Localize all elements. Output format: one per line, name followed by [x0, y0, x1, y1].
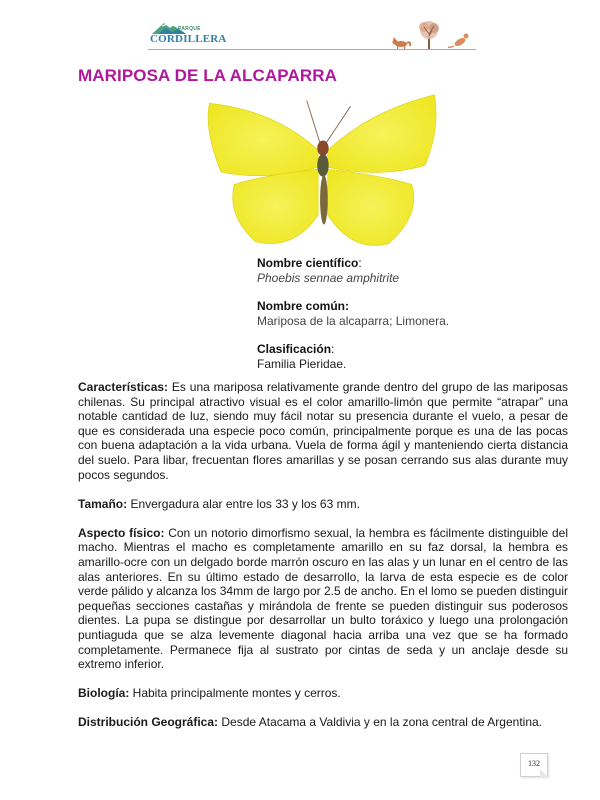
aspecto-text: Con un notorio dimorfismo sexual, la hembra es fácilmente distinguible del macho. Mientras el macho es completamente amarillo en su faz dorsal, la hembra es amarillo-ocre con un delgado borde marrón oscuro en las alas y un lunar en el centro de las alas anteriores. En su último estado de desarrollo, la larva de esta especie es de color verde pálido y alcanza los 34mm de largo por 2.5 de ancho. En el lomo se pueden distinguir pequeñas secciones castañas y mirándola de frente se pueden distinguir sus poderosos dientes. La pupa se distingue por desarrollar un bulto toráxico y luego una prolongación puntiaguda que se alza levemente diagonal hacia arriba una vez que se ha formado completamente. Permanece fija al sustrato por cintas de seda y un anclaje desde su extremo inferior.	[78, 525, 569, 672]
section-aspecto	[78, 526, 568, 672]
caracteristicas-label: Características:	[78, 380, 169, 394]
animal-icon	[448, 34, 469, 48]
logo-parque-text: PARQUE	[178, 26, 201, 32]
species-description	[78, 380, 568, 744]
species-info	[257, 256, 557, 385]
scientific-name-label: Nombre científico	[257, 256, 359, 270]
classification-label: Clasificación	[257, 342, 332, 356]
logo-cordillera-text: CORDILLERA	[150, 33, 227, 45]
forewing-right	[328, 95, 436, 173]
common-name-block	[257, 299, 557, 328]
butterfly-abdomen	[320, 175, 328, 225]
classification-value: Familia Pieridae.	[257, 356, 347, 371]
page-header	[148, 18, 476, 52]
scientific-name-colon: :	[358, 256, 362, 270]
scientific-name-block	[257, 256, 557, 285]
page-title: MARIPOSA DE LA ALCAPARRA	[78, 66, 337, 85]
section-distribucion	[78, 715, 568, 730]
common-name-label: Nombre común:	[257, 299, 350, 313]
biologia-text: Habita principalmente montes y cerros.	[129, 686, 341, 701]
classification-colon: :	[331, 342, 335, 356]
section-biologia	[78, 686, 568, 701]
butterfly-photo	[198, 88, 446, 256]
classification-block	[257, 342, 557, 371]
tree-icon	[419, 21, 439, 49]
scientific-name-value: Phoebis sennae amphitrite	[257, 270, 400, 285]
header-divider	[148, 49, 476, 50]
distribucion-label: Distribución Geográfica:	[78, 715, 219, 730]
page-curl-icon	[540, 769, 548, 777]
butterfly-head	[317, 141, 328, 156]
hindwing-right	[328, 169, 414, 245]
hindwing-left	[233, 169, 319, 243]
page-number: 132	[528, 759, 540, 768]
aspecto-label: Aspecto físico:	[78, 525, 165, 540]
tamano-text: Envergadura alar entre los 33 y los 63 mm.	[127, 496, 360, 511]
distribucion-text: Desde Atacama a Valdivia y en la zona central de Argentina.	[218, 715, 543, 730]
forewing-left	[208, 103, 318, 175]
antenna-left	[307, 100, 320, 143]
wildlife-illustration-icon	[388, 18, 476, 50]
butterfly-thorax	[317, 154, 328, 177]
biologia-label: Biología:	[78, 686, 130, 701]
caracteristicas-text: Es una mariposa relativamente grande dentro del grupo de las mariposas chilenas. Su principal atractivo visual es el color amarillo-limón que permite “atrapar” una notable cantidad de luz, siendo muy fácil notar su presencia durante el vuelo, a pesar de que es considerada una especie poco común, principalmente porque es una de las pocas con buena adaptación a la vida urbana. Vuela de forma ágil y manteniendo cierta distancia del suelo. Para libar, frecuentan flores amarillas y se posan cerrando sus alas durante muy pocos segundos.	[78, 380, 568, 482]
parque-cordillera-logo	[148, 20, 248, 50]
fox-icon	[393, 37, 411, 49]
tamano-label: Tamaño:	[78, 496, 128, 511]
common-name-value: Mariposa de la alcaparra; Limonera.	[257, 313, 450, 328]
section-tamano	[78, 497, 568, 512]
section-caracteristicas	[78, 380, 568, 482]
page-number-badge	[520, 753, 548, 777]
